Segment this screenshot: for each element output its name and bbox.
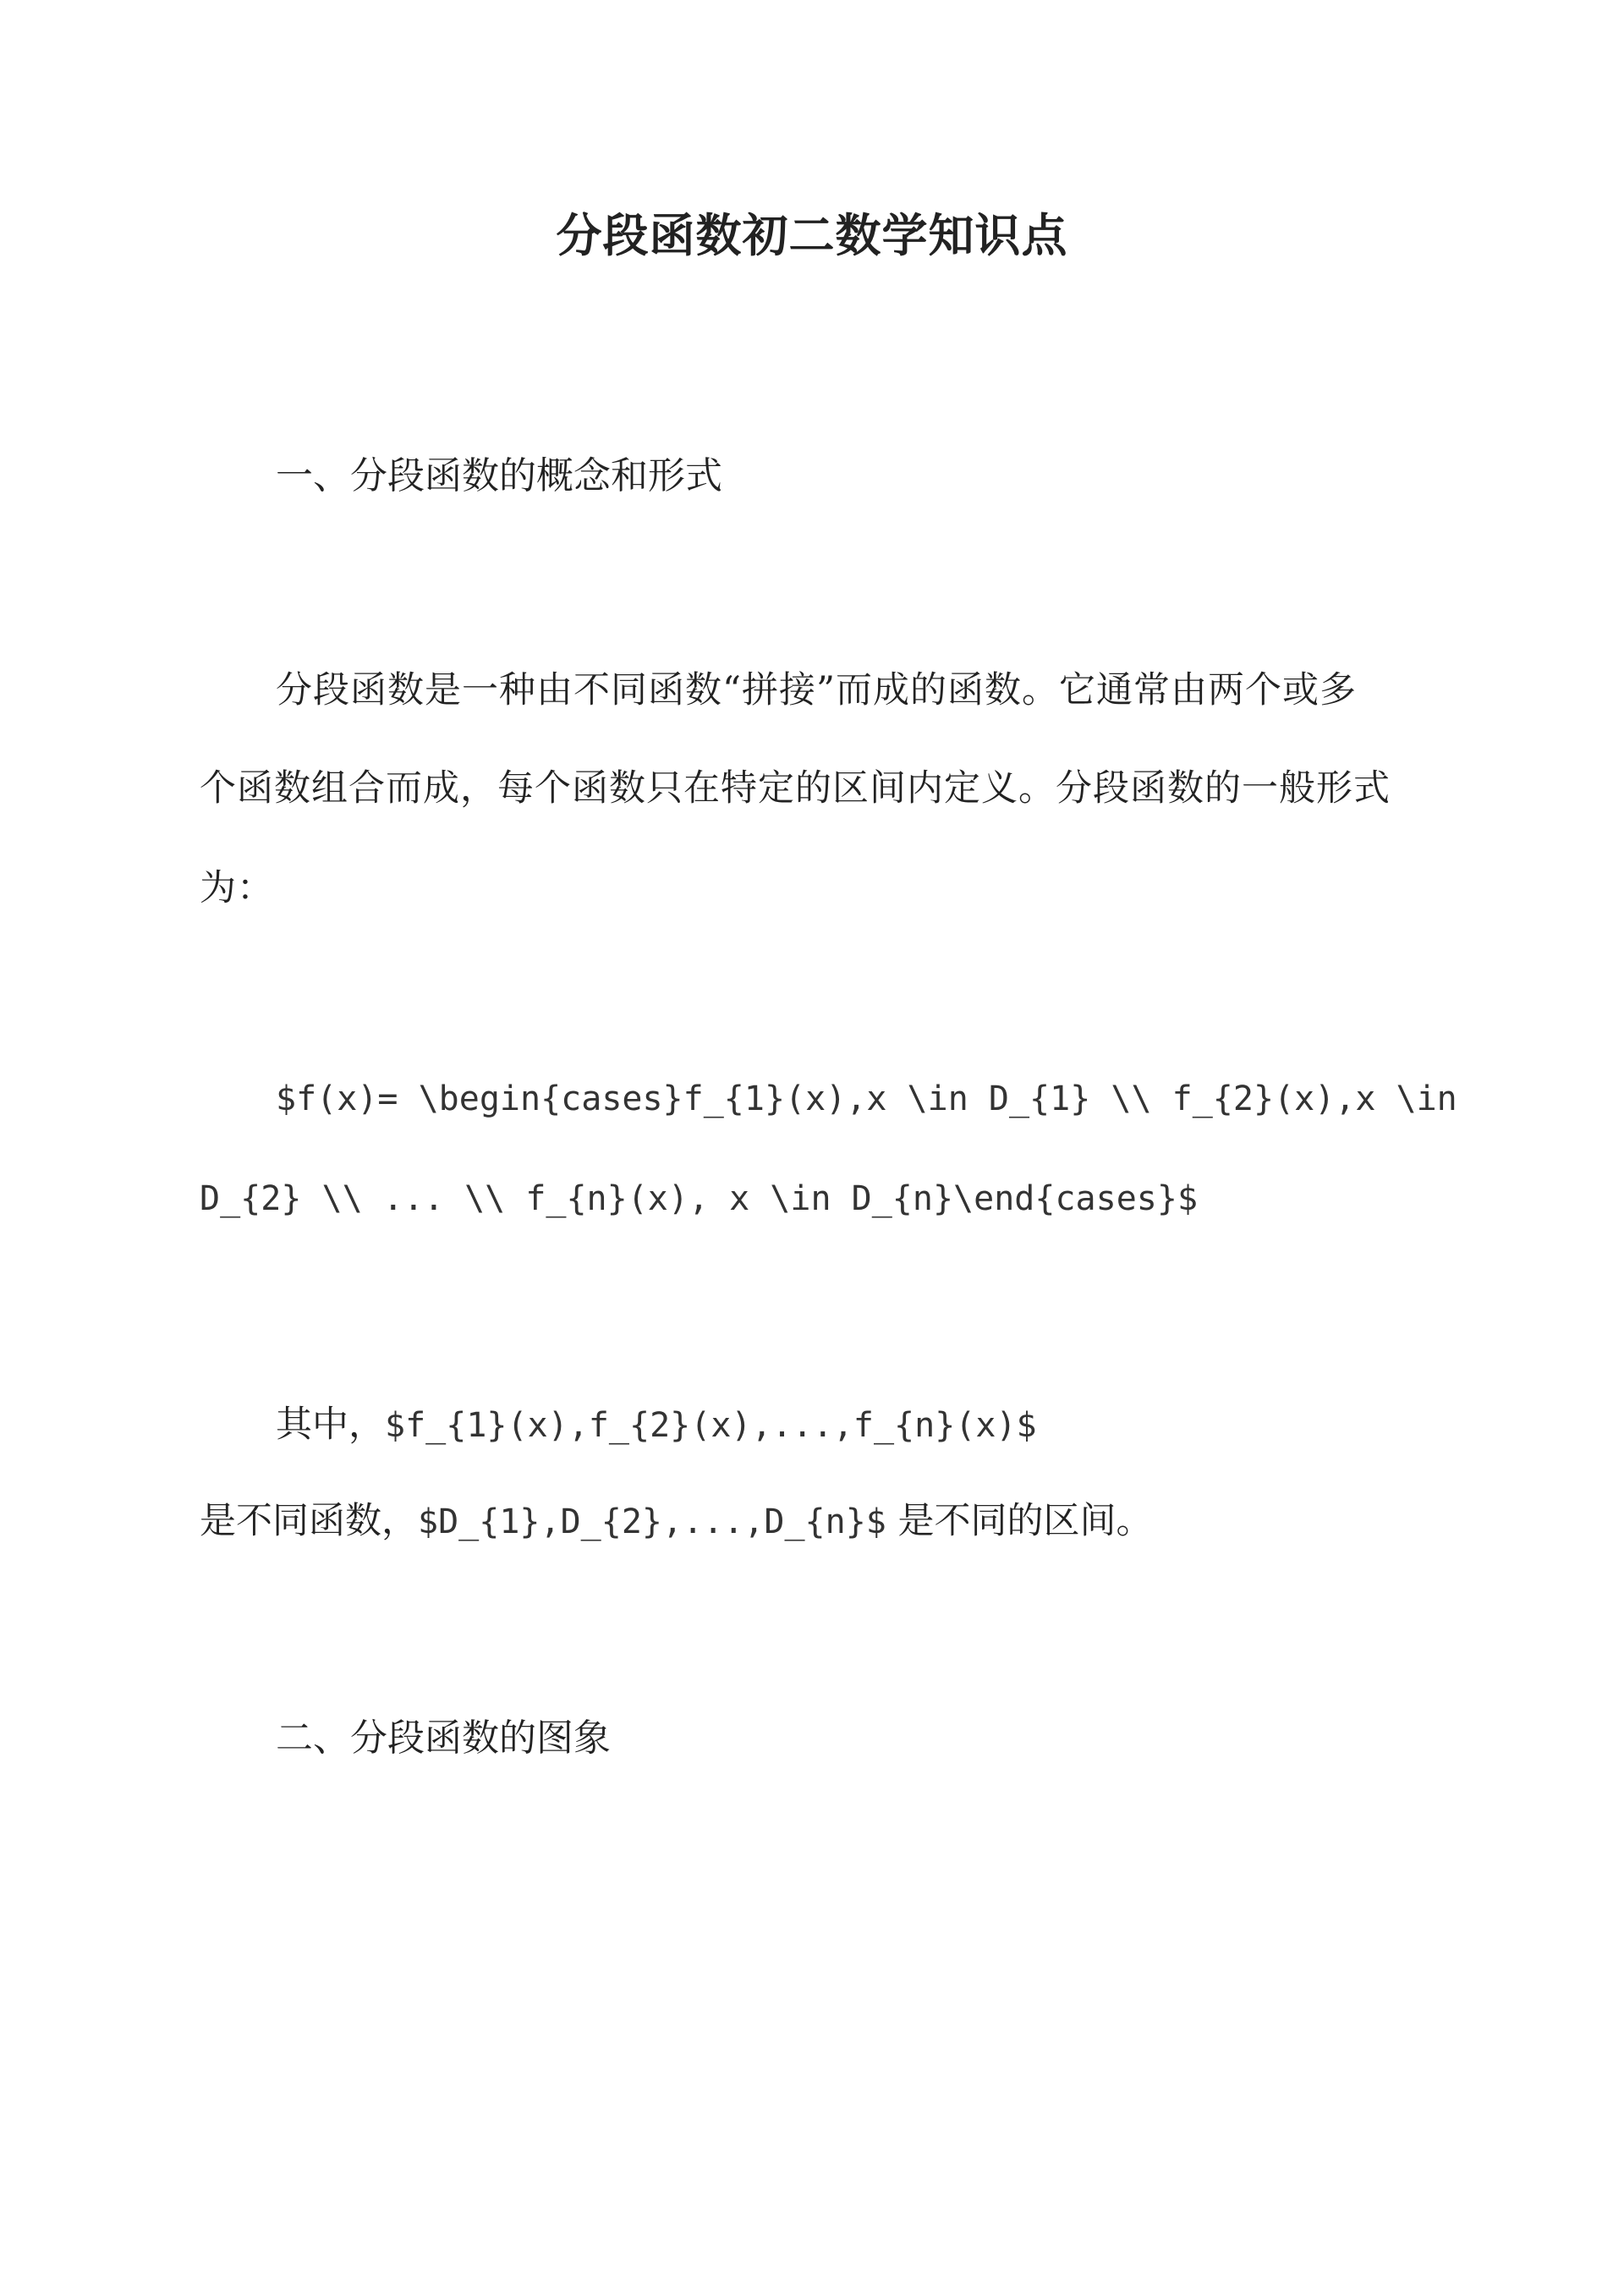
paragraph-line-2: 个函数组合而成，每个函数只在特定的区间内定义。分段函数的一般形式 (200, 767, 1391, 810)
formula-line-2: D_{2} \\ ... \\ f_{n}(x), x \in D_{n}\end{cases}$ (200, 1179, 1199, 1218)
where-line-1-text: 其中， (276, 1403, 385, 1446)
where-line-1 (276, 1396, 1037, 1447)
section-1-heading: 一、分段函数的概念和形式 (276, 454, 722, 497)
where-line-2-text-2: 是不同的区间。 (886, 1500, 1153, 1542)
where-line-2-intervals-code: $D_{1},D_{2},...,D_{n}$ (418, 1502, 886, 1541)
section-2-heading: 二、分段函数的图象 (276, 1717, 611, 1760)
document-title: 分段函数初二数学知识点 (556, 208, 1068, 262)
where-line-2 (200, 1492, 1153, 1544)
paragraph-line-1: 分段函数是一种由不同函数“拼接”而成的函数。它通常由两个或多 (276, 669, 1357, 711)
where-line-1-functions-code: $f_{1}(x),f_{2}(x),...,f_{n}(x)$ (385, 1406, 1037, 1445)
formula-line-1: $f(x)= \begin{cases}f_{1}(x),x \in D_{1} \\ f_{2}(x),x \in (276, 1079, 1457, 1118)
where-line-2-text-1: 是不同函数， (200, 1500, 418, 1542)
paragraph-line-3: 为： (200, 867, 274, 909)
